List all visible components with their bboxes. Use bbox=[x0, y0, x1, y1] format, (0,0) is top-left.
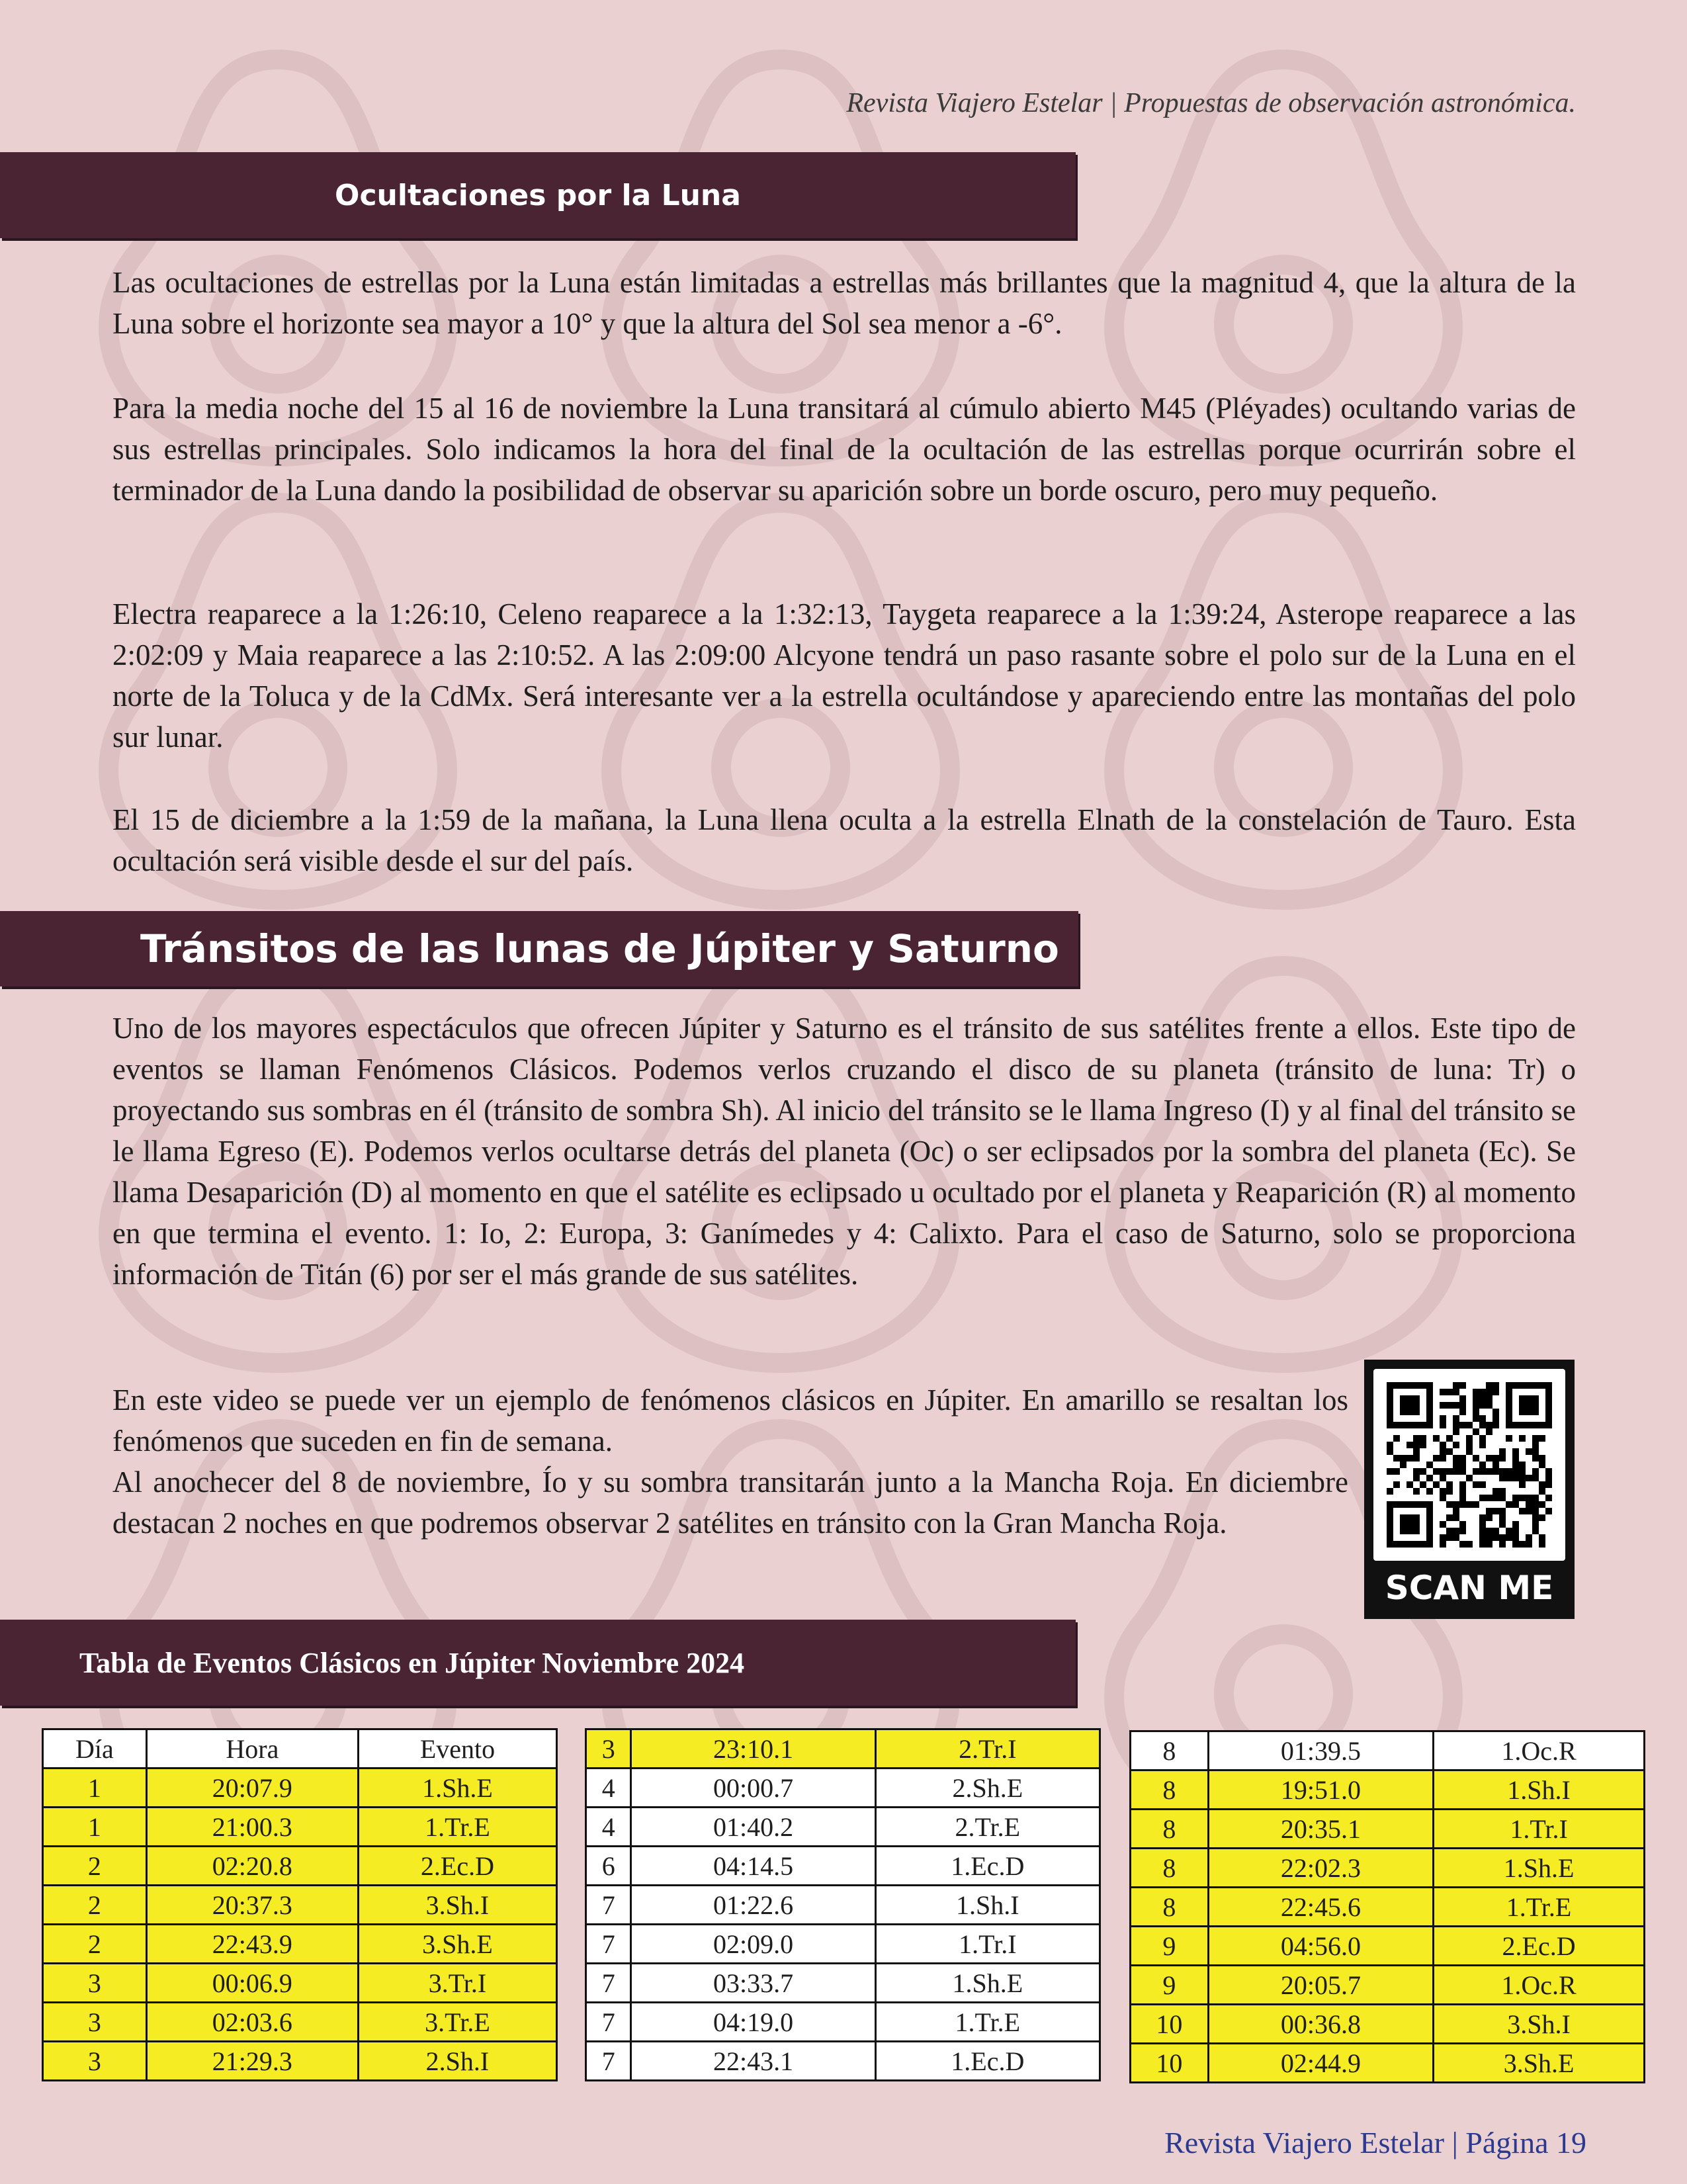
table-row bbox=[586, 1847, 1100, 1886]
cell-event: 1.Ec.D bbox=[875, 2042, 1100, 2081]
cell-day: 3 bbox=[43, 2003, 147, 2042]
cell-time: 21:00.3 bbox=[146, 1808, 358, 1847]
cell-time: 21:29.3 bbox=[146, 2042, 358, 2081]
cell-time: 04:19.0 bbox=[631, 2003, 875, 2042]
header-event: Evento bbox=[358, 1729, 556, 1769]
cell-time: 19:51.0 bbox=[1208, 1770, 1433, 1810]
cell-day: 3 bbox=[586, 1729, 631, 1769]
cell-time: 22:02.3 bbox=[1208, 1849, 1433, 1888]
cell-day: 1 bbox=[43, 1808, 147, 1847]
table-title-band bbox=[0, 1620, 1076, 1706]
cell-time: 01:22.6 bbox=[631, 1886, 875, 1925]
table-row bbox=[43, 1769, 557, 1808]
paragraph: Uno de los mayores espectáculos que ofrecen Júpiter y Saturno es el tránsito de sus satélites frente a ellos. Este tipo de eventos se llaman Fenómenos Clásicos. Podemos verlos cruzando el disco de su planeta (tránsito de luna: Tr) o proyectando sus sombras en él (tránsito de sombra Sh). Al inicio del tránsito se le llama Ingreso (I) y al final del tránsito se le llama Egreso (E). Podemos verlos ocultarse detrás del planeta (Oc) o ser eclipsados por la sombra del planeta (Ec). Se llama Desaparición (D) al momento en que el satélite es eclipsado u ocultado por el planeta y Reaparición (R) al momento en que termina el evento. 1: Io, 2: Europa, 3: Ganímedes y 4: Calixto. Para el caso de Saturno, solo se proporciona información de Titán (6) por ser el más grande de sus satélites. bbox=[112, 1012, 1576, 1291]
qr-pattern bbox=[1387, 1382, 1552, 1548]
cell-day: 4 bbox=[586, 1769, 631, 1808]
cell-time: 23:10.1 bbox=[631, 1729, 875, 1769]
cell-event: 3.Sh.E bbox=[358, 1925, 556, 1964]
cell-time: 02:03.6 bbox=[146, 2003, 358, 2042]
cell-day: 6 bbox=[586, 1847, 631, 1886]
cell-day: 10 bbox=[1131, 2044, 1209, 2083]
cell-day: 7 bbox=[586, 1886, 631, 1925]
paragraph: Electra reaparece a la 1:26:10, Celeno reaparece a la 1:32:13, Taygeta reaparece a la 1:39:24, Asterope reaparece a las 2:02:09 y Maia reaparece a las 2:10:52. A las 2:09:00 Alcyone tendrá un paso rasante sobre el polo sur de la Luna en el norte de la Toluca y de la CdMx. Será interesante ver a la estrella ocultándose y apareciendo entre las montañas del polo sur lunar. bbox=[112, 597, 1576, 754]
table-row bbox=[1131, 1731, 1645, 1770]
table-row bbox=[43, 1925, 557, 1964]
paragraph: El 15 de diciembre a la 1:59 de la mañana, la Luna llena oculta a la estrella Elnath de la constelación de Tauro. Esta ocultación será visible desde el sur del país. bbox=[112, 803, 1576, 877]
table-row bbox=[43, 1964, 557, 2003]
cell-day: 8 bbox=[1131, 1849, 1209, 1888]
cell-time: 01:40.2 bbox=[631, 1808, 875, 1847]
cell-time: 22:43.1 bbox=[631, 2042, 875, 2081]
cell-day: 4 bbox=[586, 1808, 631, 1847]
cell-time: 20:05.7 bbox=[1208, 1966, 1433, 2005]
cell-event: 1.Tr.I bbox=[875, 1925, 1100, 1964]
cell-event: 1.Tr.E bbox=[875, 2003, 1100, 2042]
cell-event: 3.Sh.I bbox=[1434, 2005, 1645, 2044]
cell-day: 9 bbox=[1131, 1966, 1209, 2005]
table-row bbox=[43, 1886, 557, 1925]
table-row bbox=[586, 2003, 1100, 2042]
cell-event: 1.Tr.E bbox=[1434, 1888, 1645, 1927]
section-title-text: Tránsitos de las lunas de Júpiter y Saturno bbox=[140, 926, 1059, 971]
cell-event: 2.Sh.E bbox=[875, 1769, 1100, 1808]
table-row bbox=[1131, 1888, 1645, 1927]
events-table-2 bbox=[585, 1728, 1101, 2081]
paragraph: Las ocultaciones de estrellas por la Luna están limitadas a estrellas más brillantes que la magnitud 4, que la altura de la Luna sobre el horizonte sea mayor a 10° y que la altura del Sol sea menor a -6°. bbox=[112, 266, 1576, 340]
section-title-text: Ocultaciones por la Luna bbox=[335, 178, 741, 212]
cell-day: 2 bbox=[43, 1925, 147, 1964]
cell-time: 01:39.5 bbox=[1208, 1731, 1433, 1770]
table-row bbox=[586, 1808, 1100, 1847]
cell-event: 3.Sh.I bbox=[358, 1886, 556, 1925]
table-row bbox=[1131, 1849, 1645, 1888]
table-row bbox=[1131, 2005, 1645, 2044]
running-header: Revista Viajero Estelar | Propuestas de observación astronómica. bbox=[846, 88, 1576, 118]
cell-day: 2 bbox=[43, 1886, 147, 1925]
cell-time: 02:44.9 bbox=[1208, 2044, 1433, 2083]
cell-day: 8 bbox=[1131, 1888, 1209, 1927]
table-row bbox=[1131, 1927, 1645, 1966]
table-row bbox=[586, 1729, 1100, 1769]
cell-time: 00:06.9 bbox=[146, 1964, 358, 2003]
cell-day: 8 bbox=[1131, 1770, 1209, 1810]
table-row bbox=[43, 1808, 557, 1847]
scan-me-label: SCAN ME bbox=[1385, 1569, 1554, 1607]
cell-day: 8 bbox=[1131, 1810, 1209, 1849]
cell-time: 00:36.8 bbox=[1208, 2005, 1433, 2044]
cell-event: 2.Ec.D bbox=[1434, 1927, 1645, 1966]
cell-event: 3.Tr.E bbox=[358, 2003, 556, 2042]
paragraph-video bbox=[112, 1379, 1348, 1544]
cell-event: 2.Sh.I bbox=[358, 2042, 556, 2081]
section-title-transitos bbox=[0, 911, 1078, 986]
cell-event: 2.Ec.D bbox=[358, 1847, 556, 1886]
cell-day: 7 bbox=[586, 1964, 631, 2003]
cell-time: 20:37.3 bbox=[146, 1886, 358, 1925]
cell-event: 1.Sh.E bbox=[875, 1964, 1100, 2003]
cell-event: 1.Sh.I bbox=[875, 1886, 1100, 1925]
cell-event: 1.Tr.I bbox=[1434, 1810, 1645, 1849]
section-title-ocultaciones bbox=[0, 152, 1076, 238]
table-title: Tabla de Eventos Clásicos en Júpiter Noviembre 2024 bbox=[79, 1646, 745, 1679]
paragraph: Para la media noche del 15 al 16 de noviembre la Luna transitará al cúmulo abierto M45 (Pléyades) ocultando varias de sus estrellas principales. Solo indicamos la hora del final de la ocultación de las estrellas porque ocurrirán sobre el terminador de la Luna dando la posibilidad de observar su aparición sobre un borde oscuro, pero muy pequeño. bbox=[112, 392, 1576, 507]
cell-event: 3.Tr.I bbox=[358, 1964, 556, 2003]
paragraph-line: En este video se puede ver un ejemplo de fenómenos clásicos en Júpiter. En amarillo se resaltan los fenómenos que suceden en fin de semana. bbox=[112, 1383, 1348, 1458]
table-row bbox=[1131, 2044, 1645, 2083]
table-row bbox=[1131, 1770, 1645, 1810]
table-row bbox=[43, 1847, 557, 1886]
cell-event: 2.Tr.I bbox=[875, 1729, 1100, 1769]
table-row bbox=[586, 1964, 1100, 2003]
table-row bbox=[43, 2042, 557, 2081]
cell-day: 10 bbox=[1131, 2005, 1209, 2044]
events-table-3 bbox=[1129, 1730, 1645, 2083]
qr-code[interactable] bbox=[1364, 1360, 1575, 1619]
cell-day: 8 bbox=[1131, 1731, 1209, 1770]
cell-time: 02:09.0 bbox=[631, 1925, 875, 1964]
cell-event: 1.Sh.E bbox=[358, 1769, 556, 1808]
cell-time: 20:35.1 bbox=[1208, 1810, 1433, 1849]
table-row bbox=[586, 2042, 1100, 2081]
header-time: Hora bbox=[146, 1729, 358, 1769]
table-row bbox=[1131, 1810, 1645, 1849]
paragraph-line: Al anochecer del 8 de noviembre, Ío y su sombra transitarán junto a la Mancha Roja. En diciembre destacan 2 noches en que podremos observar 2 satélites en tránsito con la Gran Mancha Roja. bbox=[112, 1465, 1348, 1540]
cell-time: 20:07.9 bbox=[146, 1769, 358, 1808]
cell-event: 1.Sh.E bbox=[1434, 1849, 1645, 1888]
cell-day: 3 bbox=[43, 2042, 147, 2081]
page-footer: Revista Viajero Estelar | Página 19 bbox=[1164, 2126, 1586, 2160]
cell-time: 04:56.0 bbox=[1208, 1927, 1433, 1966]
cell-time: 04:14.5 bbox=[631, 1847, 875, 1886]
table-row bbox=[43, 2003, 557, 2042]
cell-day: 7 bbox=[586, 2003, 631, 2042]
cell-day: 3 bbox=[43, 1964, 147, 2003]
cell-event: 1.Tr.E bbox=[358, 1808, 556, 1847]
table-row bbox=[586, 1886, 1100, 1925]
cell-time: 22:45.6 bbox=[1208, 1888, 1433, 1927]
cell-time: 02:20.8 bbox=[146, 1847, 358, 1886]
cell-event: 3.Sh.E bbox=[1434, 2044, 1645, 2083]
table-row bbox=[586, 1925, 1100, 1964]
cell-day: 7 bbox=[586, 1925, 631, 1964]
cell-event: 1.Sh.I bbox=[1434, 1770, 1645, 1810]
cell-event: 2.Tr.E bbox=[875, 1808, 1100, 1847]
header-day: Día bbox=[43, 1729, 147, 1769]
cell-event: 1.Oc.R bbox=[1434, 1966, 1645, 2005]
table-header-row bbox=[43, 1729, 557, 1769]
table-row bbox=[586, 1769, 1100, 1808]
cell-event: 1.Ec.D bbox=[875, 1847, 1100, 1886]
cell-day: 2 bbox=[43, 1847, 147, 1886]
table-row bbox=[1131, 1966, 1645, 2005]
cell-time: 22:43.9 bbox=[146, 1925, 358, 1964]
cell-day: 1 bbox=[43, 1769, 147, 1808]
events-table-1 bbox=[42, 1728, 558, 2081]
cell-event: 1.Oc.R bbox=[1434, 1731, 1645, 1770]
cell-day: 9 bbox=[1131, 1927, 1209, 1966]
qr-code-image[interactable] bbox=[1373, 1369, 1565, 1561]
cell-day: 7 bbox=[586, 2042, 631, 2081]
cell-time: 00:00.7 bbox=[631, 1769, 875, 1808]
cell-time: 03:33.7 bbox=[631, 1964, 875, 2003]
